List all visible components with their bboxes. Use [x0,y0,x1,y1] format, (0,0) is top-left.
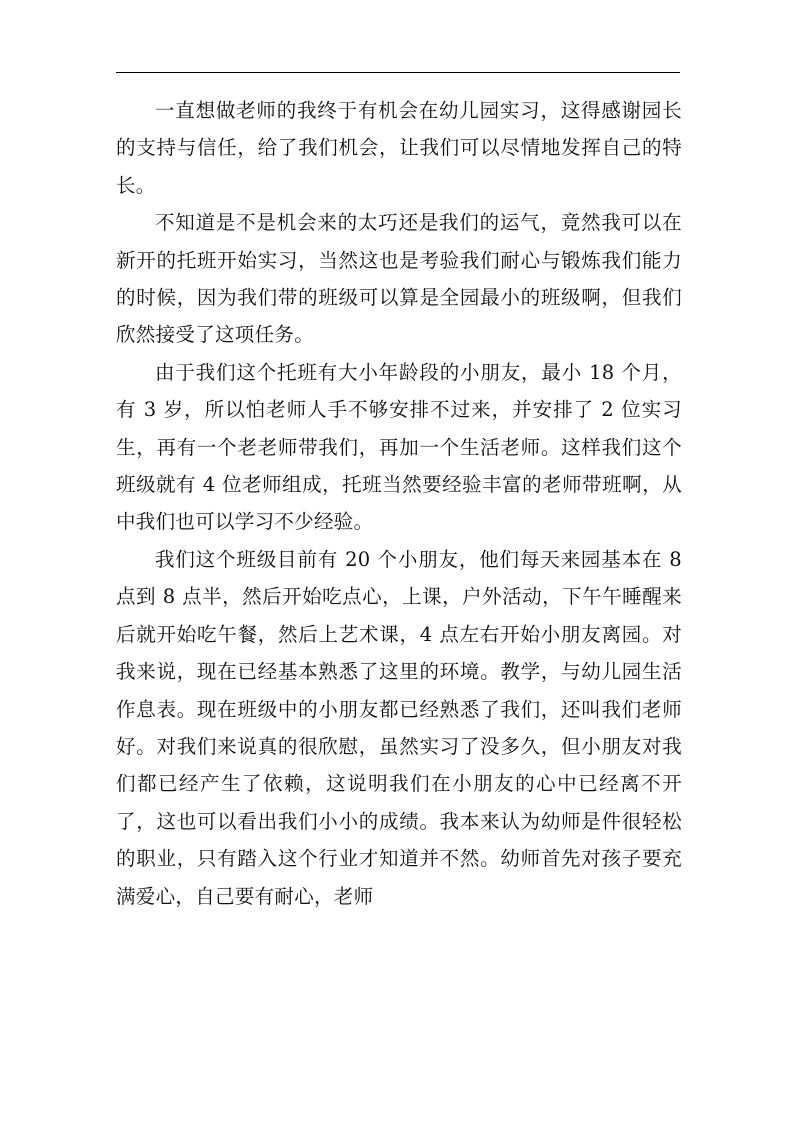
paragraph-2: 不知道是不是机会来的太巧还是我们的运气，竟然我可以在新开的托班开始实习，当然这也是考验我们耐心与锻炼我们能力的时候，因为我们带的班级可以算是全园最小的班级啊，但我们欣然接受了这项任务。 [116,211,682,347]
document-body [116,92,682,915]
paragraph-3: 由于我们这个托班有大小年龄段的小朋友，最小 18 个月，有 3 岁，所以怕老师人手不够安排不过来，并安排了 2 位实习生，再有一个老老师带我们，再加一个生活老师。这样我们这个班级就有 4 位老师组成，托班当然要经验丰富的老师带班啊，从中我们也可以学习不少经验。 [116,360,682,534]
header-rule [116,72,680,73]
paragraph-1: 一直想做老师的我终于有机会在幼儿园实习，这得感谢园长的支持与信任，给了我们机会，让我们可以尽情地发挥自己的特长。 [116,99,682,197]
paragraph-4: 我们这个班级目前有 20 个小朋友，他们每天来园基本在 8 点到 8 点半，然后开始吃点心，上课，户外活动，下午午睡醒来后就开始吃午餐，然后上艺术课，4 点左右开始小朋友离园。对我来说，现在已经基本熟悉了这里的环境。教学，与幼儿园生活作息表。现在班级中的小朋友都已经熟悉了我们，还叫我们老师好。对我们来说真的很欣慰，虽然实习了没多久，但小朋友对我们都已经产生了依赖，这说明我们在小朋友的心中已经离不开了，这也可以看出我们小小的成绩。我本来认为幼师是件很轻松的职业，只有踏入这个行业才知道并不然。幼师首先对孩子要充满爱心，自己要有耐心，老师 [116,547,682,908]
